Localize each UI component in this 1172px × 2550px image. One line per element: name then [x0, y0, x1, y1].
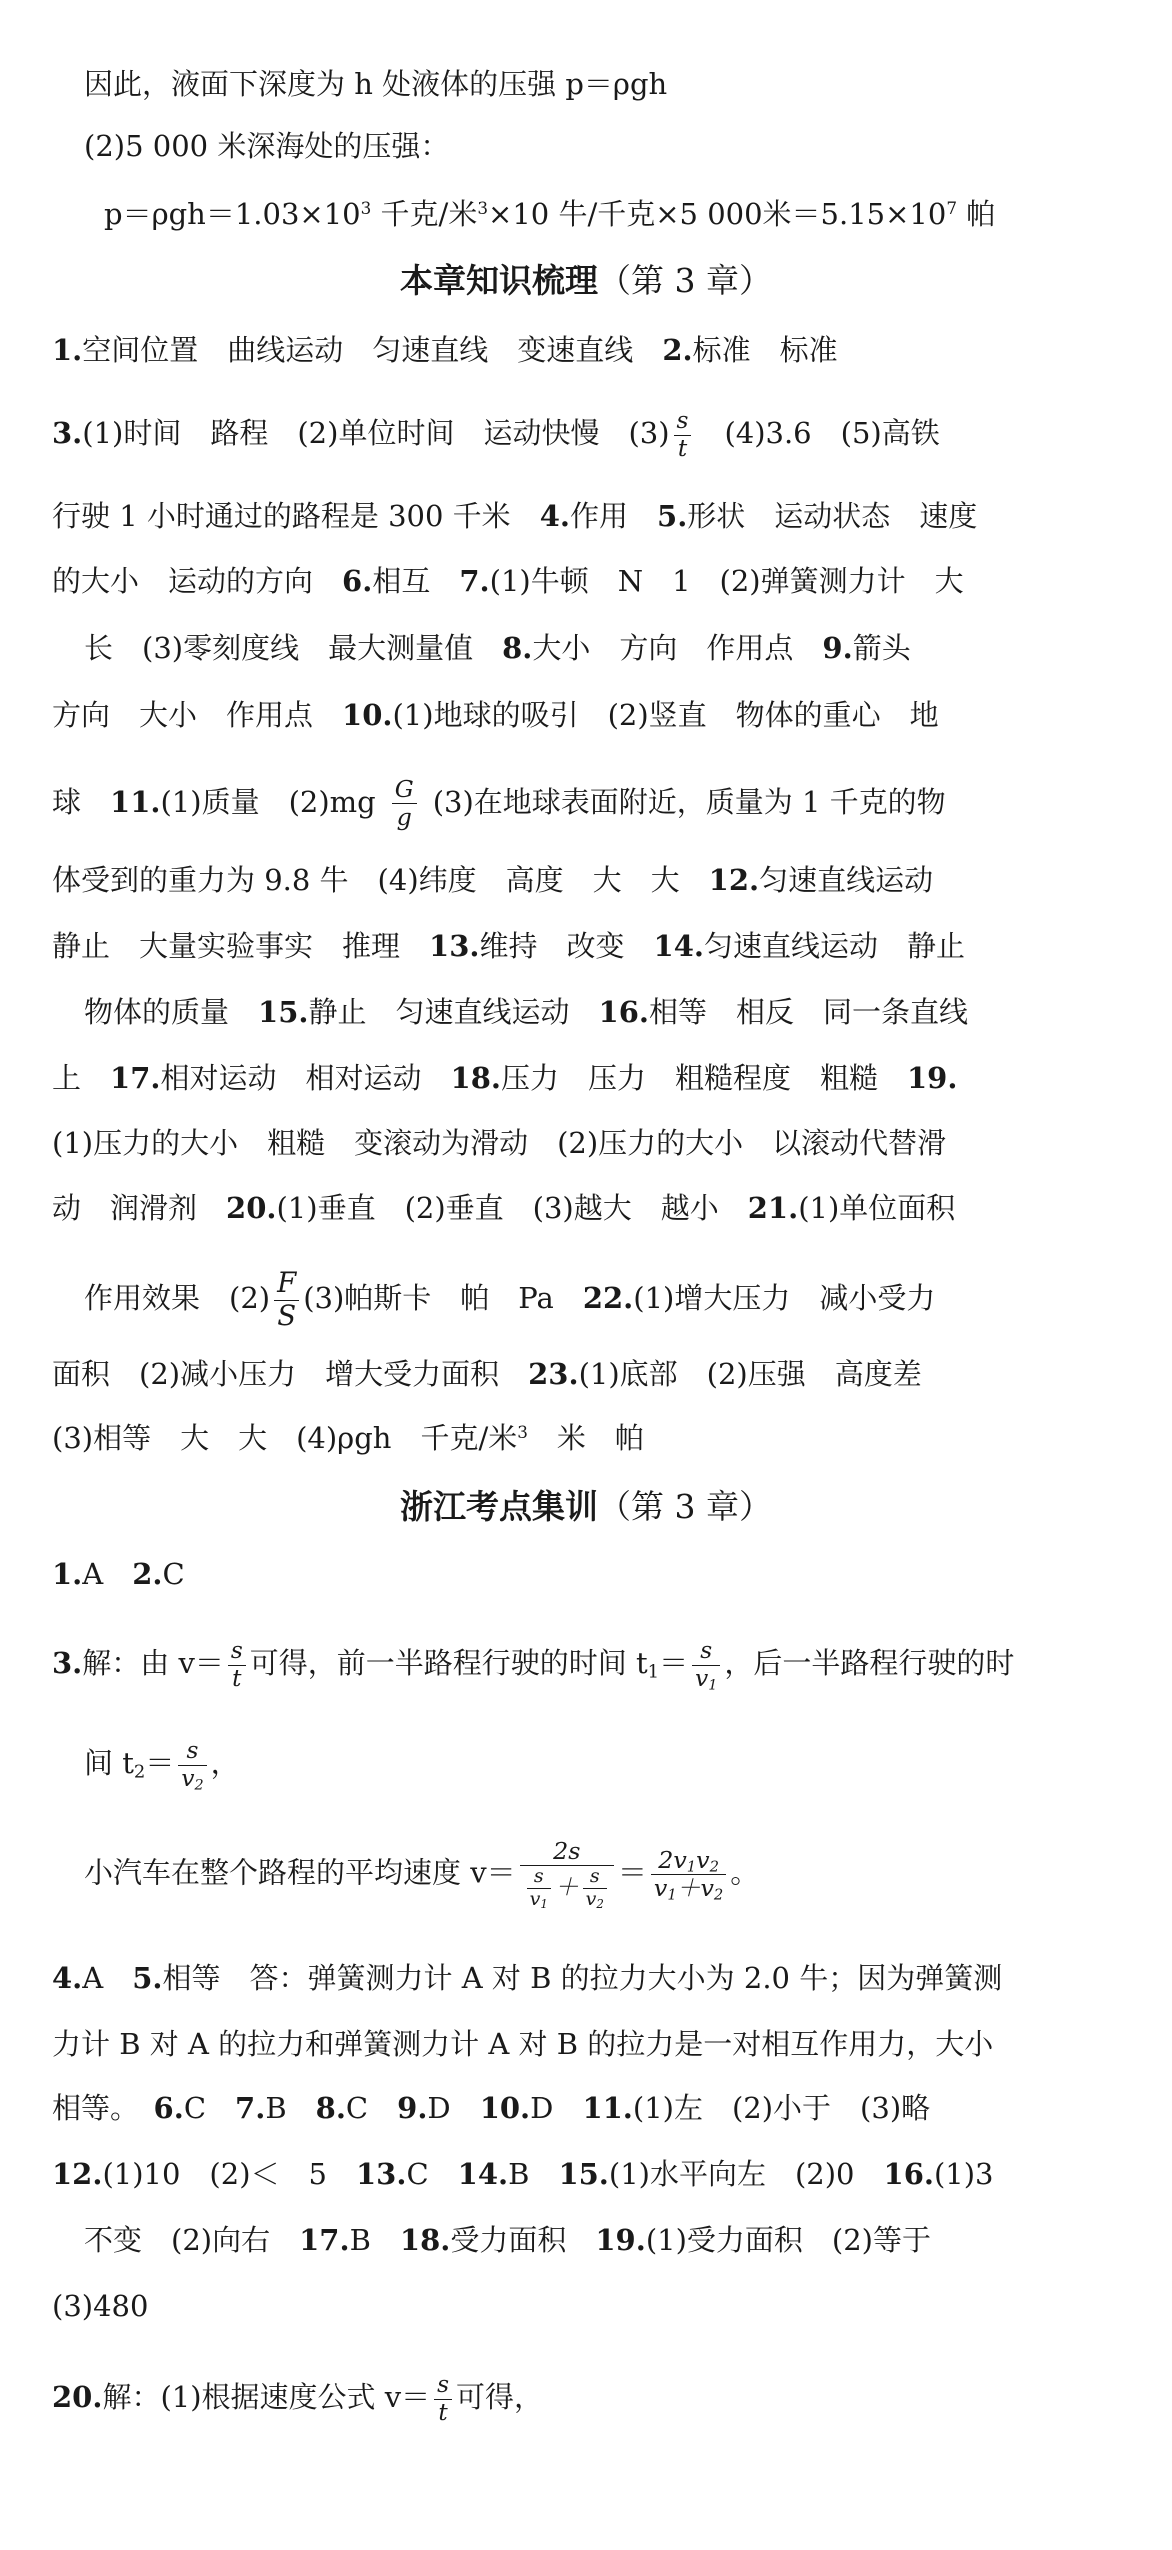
answer-line: 3.解：由 v＝ $\frac{s}{t}$ 可得，前一半路程行驶的时间 $t_1=$ $\frac{s}{v_1}$ ，后一半路程行驶的时	[52, 1637, 1015, 1694]
answer-line: 方向 大小 作用点 10.(1)地球的吸引 (2)竖直 物体的重心 地	[52, 698, 939, 732]
fraction: $\frac{F}{S}$	[274, 1268, 299, 1332]
section-heading: 本章知识梳理（第 3 章）	[400, 261, 772, 300]
answer-line: 1.空间位置 曲线运动 匀速直线 变速直线 2.标准 标准	[52, 333, 838, 367]
answer-line: (1)压力的大小 粗糙 变滚动为滑动 (2)压力的大小 以滚动代替滑	[52, 1126, 947, 1160]
fraction: $\frac{s}{t}$	[674, 408, 692, 462]
answer-line: 小汽车在整个路程的平均速度 v＝ 2s $\frac{s}{v_1}$ ＋ $\frac{s}{v_2}$ ＝ $\frac{2v_1v_2}{v_1+v_2}$ 。	[84, 1837, 760, 1912]
answer-line: 12.(1)10 (2)＜ 5 13.C 14.B 15.(1)水平向左 (2)0 16.(1)3	[52, 2157, 994, 2191]
answer-line: 1.A 2.C	[52, 1557, 185, 1591]
answer-line: (3)相等 大 大 (4)ρgh 千克/米$^3$ 米 帕	[52, 1421, 644, 1455]
fraction: $\frac{s}{t}$	[434, 2372, 452, 2426]
formula-line: $p=\rho gh=1.03\times 10^3$ 千克/米$^3$×10 牛/千克×5 000米$=5.15\times 10^7$ 帕	[104, 197, 996, 231]
answer-line: 作用效果 (2) $\frac{F}{S}$ (3)帕斯卡 帕 Pa 22.(1)增大压力 减小受力	[84, 1267, 936, 1332]
fraction: 2s $\frac{s}{v_1}$ ＋ $\frac{s}{v_2}$	[520, 1838, 614, 1911]
answer-line: 体受到的重力为 9.8 牛 (4)纬度 高度 大 大 12.匀速直线运动	[52, 863, 934, 897]
answer-line: 动 润滑剂 20.(1)垂直 (2)垂直 (3)越大 越小 21.(1)单位面积	[52, 1191, 956, 1225]
answer-line: 的大小 运动的方向 6.相互 7.(1)牛顿 N 1 (2)弹簧测力计 大	[52, 564, 964, 598]
fraction: $\frac{s}{v_1}$	[692, 1638, 720, 1692]
answer-line: 长 (3)零刻度线 最大测量值 8.大小 方向 作用点 9.箭头	[84, 631, 911, 665]
answer-line: 行驶 1 小时通过的路程是 300 千米 4.作用 5.形状 运动状态 速度	[52, 499, 978, 533]
answer-line: 20.解：(1)根据速度公式 v＝ $\frac{s}{t}$ 可得，	[52, 2371, 544, 2426]
fraction: $\frac{s}{t}$	[228, 1638, 246, 1692]
answer-line: 相等。 6.C 7.B 8.C 9.D 10.D 11.(1)左 (2)小于 (3)略	[52, 2091, 931, 2125]
answer-line: 面积 (2)减小压力 增大受力面积 23.(1)底部 (2)压强 高度差	[52, 1357, 922, 1391]
fraction: $\frac{s}{v_2}$	[178, 1738, 206, 1792]
answer-line: 间 $t_2=$ $\frac{s}{v_2}$ ，	[84, 1737, 240, 1794]
answer-line: 力计 B 对 A 的拉力和弹簧测力计 A 对 B 的拉力是一对相互作用力，大小	[52, 2027, 994, 2061]
fraction: $\frac{2v_1v_2}{v_1+v_2}$	[651, 1847, 726, 1903]
answer-line: 静止 大量实验事实 推理 13.维持 改变 14.匀速直线运动 静止	[52, 929, 965, 963]
section-heading: 浙江考点集训（第 3 章）	[400, 1487, 772, 1526]
answer-line: 4.A 5.相等 答：弹簧测力计 A 对 B 的拉力大小为 2.0 牛；因为弹簧测	[52, 1961, 1003, 1995]
answer-line: 上 17.相对运动 相对运动 18.压力 压力 粗糙程度 粗糙 19.	[52, 1061, 958, 1095]
text-line: 因此，液面下深度为 h 处液体的压强 p＝ρgh	[84, 67, 668, 101]
text-line: (2)5 000 米深海处的压强：	[84, 129, 450, 163]
answer-line: 不变 (2)向右 17.B 18.受力面积 19.(1)受力面积 (2)等于	[84, 2223, 931, 2257]
answer-line: 物体的质量 15.静止 匀速直线运动 16.相等 相反 同一条直线	[84, 995, 968, 1029]
answer-line: (3)480	[52, 2289, 149, 2323]
answer-line: 球 11.(1)质量 (2)mg $\frac{G}{g}$ (3)在地球表面附近，质量为 1 千克的物	[52, 775, 946, 832]
fraction: $\frac{G}{g}$	[392, 776, 417, 832]
answer-line: 3.(1)时间 路程 (2)单位时间 运动快慢 (3) $\frac{s}{t}$ (4)3.6 (5)高铁	[52, 407, 940, 462]
